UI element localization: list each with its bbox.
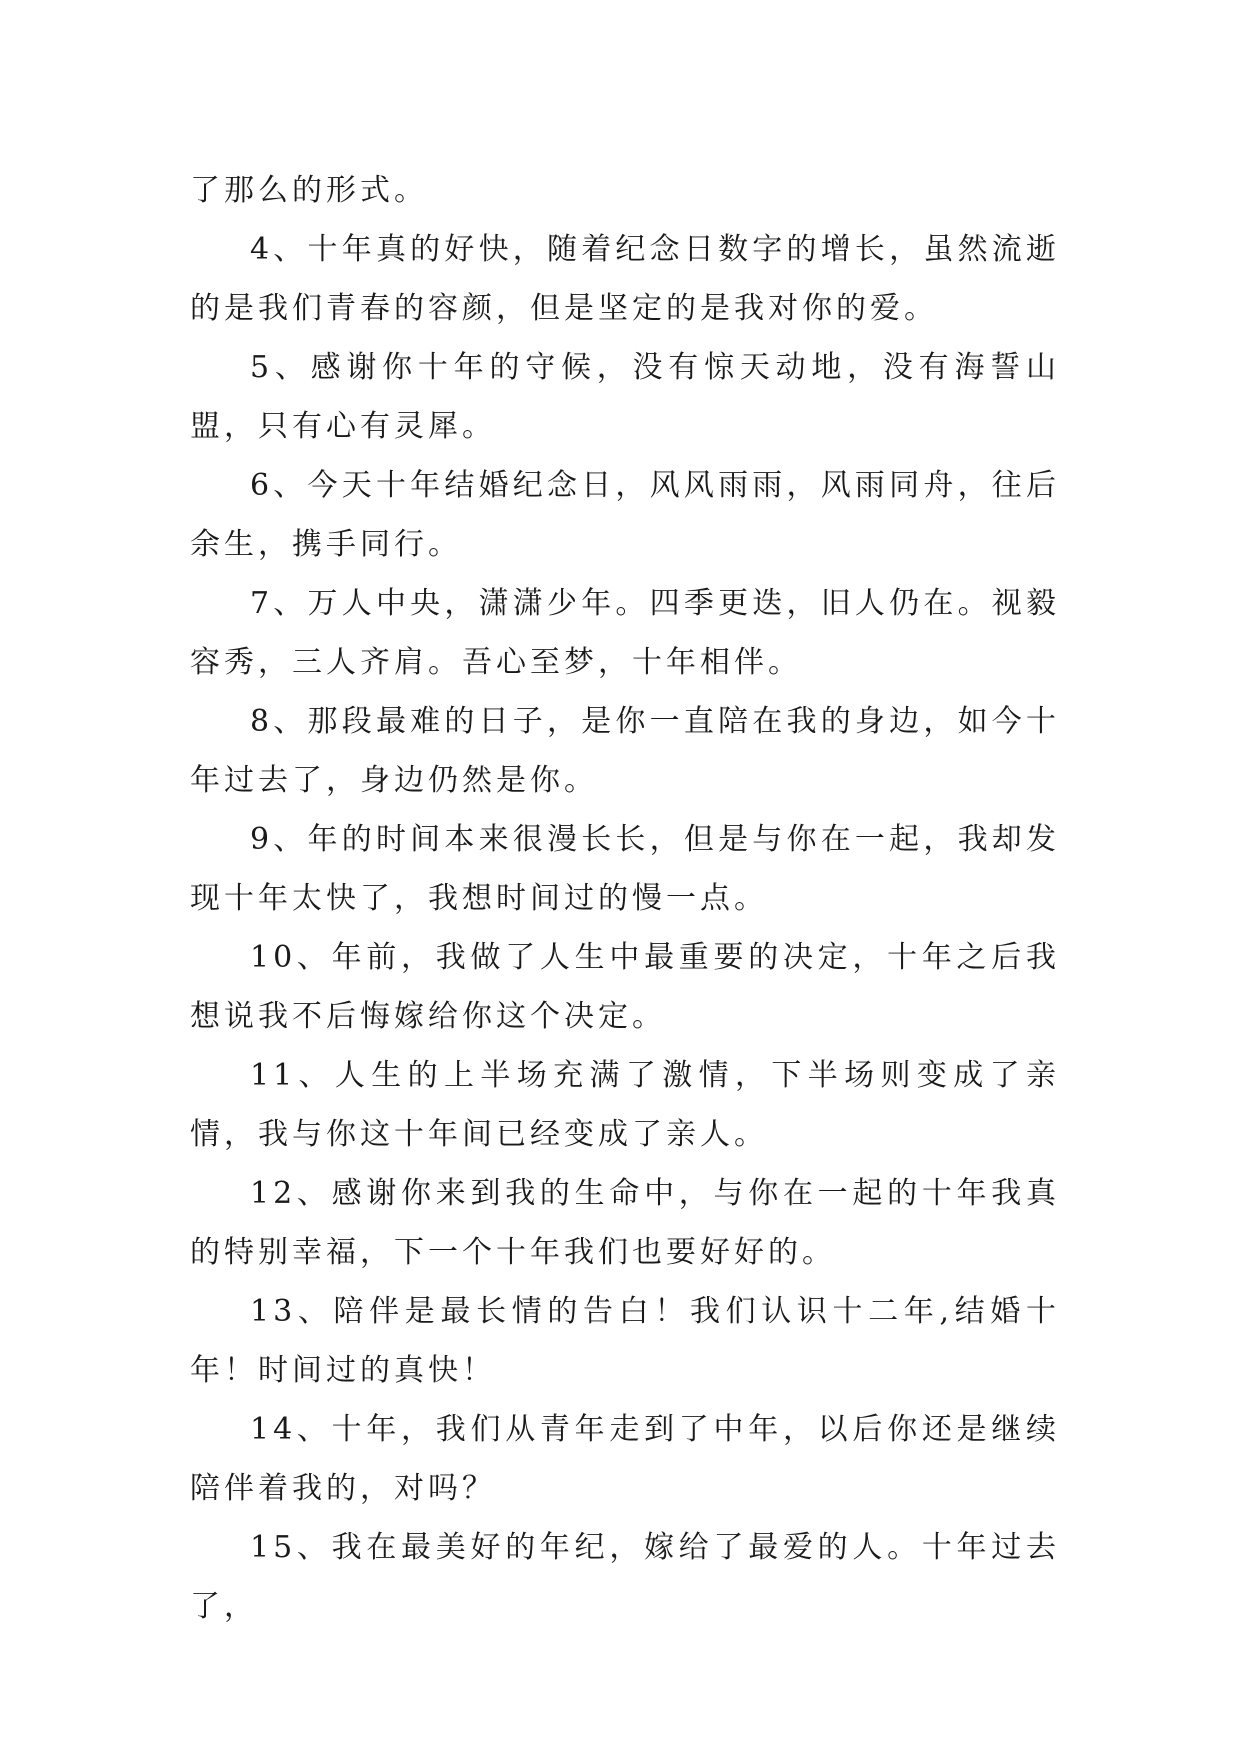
paragraph-item-12: 12、感谢你来到我的生命中，与你在一起的十年我真的特别幸福，下一个十年我们也要好好的。 (190, 1176, 1060, 1270)
paragraph-item-10: 10、年前，我做了人生中最重要的决定，十年之后我想说我不后悔嫁给你这个决定。 (190, 940, 1060, 1034)
paragraph-continuation: 了那么的形式。 (190, 173, 428, 208)
paragraph-item-4: 4、十年真的好快，随着纪念日数字的增长，虽然流逝的是我们青春的容颜，但是坚定的是我对你的爱。 (190, 232, 1060, 326)
paragraph-item-14: 14、十年，我们从青年走到了中年，以后你还是继续陪伴着我的，对吗？ (190, 1412, 1060, 1506)
paragraph-item-5: 5、感谢你十年的守候，没有惊天动地，没有海誓山盟，只有心有灵犀。 (190, 350, 1060, 444)
paragraph-item-9: 9、年的时间本来很漫长长，但是与你在一起，我却发现十年太快了，我想时间过的慢一点。 (190, 822, 1060, 916)
paragraph-item-7: 7、万人中央，潇潇少年。四季更迭，旧人仍在。视毅容秀，三人齐肩。吾心至梦，十年相伴。 (190, 586, 1060, 680)
paragraph-item-11: 11、人生的上半场充满了激情，下半场则变成了亲情，我与你这十年间已经变成了亲人。 (190, 1058, 1060, 1152)
paragraph-item-15: 15、我在最美好的年纪，嫁给了最爱的人。十年过去了， (190, 1530, 1060, 1624)
paragraph-item-8: 8、那段最难的日子，是你一直陪在我的身边，如今十年过去了，身边仍然是你。 (190, 704, 1060, 798)
paragraph-item-6: 6、今天十年结婚纪念日，风风雨雨，风雨同舟，往后余生，携手同行。 (190, 468, 1060, 562)
paragraph-item-13: 13、陪伴是最长情的告白！我们认识十二年,结婚十年！时间过的真快！ (190, 1294, 1060, 1388)
document-body (190, 161, 1060, 1636)
